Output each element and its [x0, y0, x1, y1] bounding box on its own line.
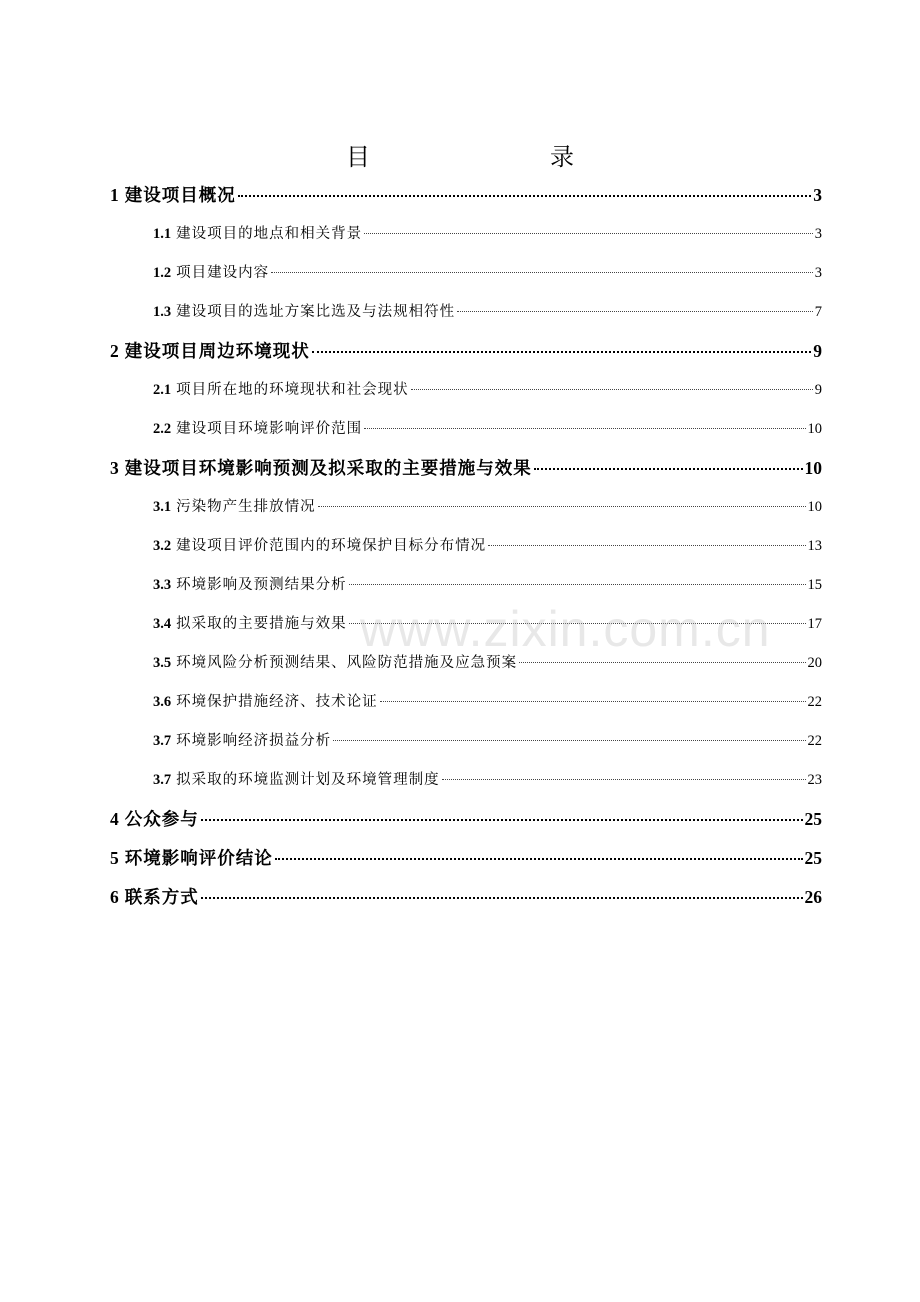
toc-entry-page: 3 [814, 226, 822, 242]
toc-entry-number: 2 [110, 341, 119, 361]
toc-entry-page: 9 [813, 341, 822, 361]
toc-entry-number: 3.5 [153, 655, 172, 671]
toc-entry-title: 建设项目环境影响评价范围 [176, 421, 363, 437]
toc-entry-title: 建设项目评价范围内的环境保护目标分布情况 [176, 538, 487, 554]
toc-entry-number: 3.7 [153, 772, 172, 788]
toc-entry-number: 3.1 [153, 499, 172, 515]
toc-entry-page: 13 [807, 538, 822, 554]
toc-entry-title: 拟采取的环境监测计划及环境管理制度 [176, 772, 440, 788]
toc-dot-leader [333, 736, 805, 741]
toc-entry-title: 建设项目概况 [124, 186, 236, 206]
toc-entry-title: 公众参与 [124, 810, 199, 830]
toc-entry-page: 17 [807, 616, 822, 632]
toc-entry-number: 1.3 [153, 304, 172, 320]
toc-entry-number: 3.6 [153, 694, 172, 710]
toc-entry[interactable] [110, 293, 822, 332]
toc-dot-leader [364, 424, 805, 429]
toc-entry-page: 10 [807, 499, 822, 515]
page-title: 目 录 [346, 143, 618, 171]
toc-entry-number: 1 [110, 185, 119, 205]
toc-dot-leader [380, 697, 806, 702]
toc-dot-leader [442, 775, 806, 780]
toc-entry-page: 22 [807, 694, 822, 710]
toc-entry-number: 1.1 [153, 226, 172, 242]
toc-entry[interactable] [110, 449, 822, 488]
toc-entry-title: 项目建设内容 [176, 265, 270, 281]
toc-entry[interactable] [110, 566, 822, 605]
toc-entry-title: 污染物产生排放情况 [176, 499, 316, 515]
toc-dot-leader [411, 385, 813, 390]
toc-entry-page: 23 [807, 772, 822, 788]
toc-entry[interactable] [110, 644, 822, 683]
toc-entry-number: 2.1 [153, 382, 172, 398]
toc-entry[interactable] [110, 800, 822, 839]
toc-dot-leader [271, 268, 813, 273]
toc-entry-page: 15 [807, 577, 822, 593]
toc-dot-leader [488, 541, 805, 546]
toc-entry[interactable] [110, 683, 822, 722]
toc-dot-leader [201, 815, 803, 821]
toc-dot-leader [349, 619, 806, 624]
toc-entry-number: 6 [110, 887, 119, 907]
toc-entry-title: 环境影响及预测结果分析 [176, 577, 347, 593]
toc-dot-leader [275, 854, 803, 860]
toc-entry-page: 20 [807, 655, 822, 671]
toc-entry-title: 环境风险分析预测结果、风险防范措施及应急预案 [176, 655, 518, 671]
toc-entry-page: 3 [814, 265, 822, 281]
toc-entry-title: 项目所在地的环境现状和社会现状 [176, 382, 409, 398]
toc-dot-leader [238, 191, 812, 197]
toc-entry[interactable] [110, 761, 822, 800]
toc-entry-title: 环境影响评价结论 [124, 849, 273, 869]
toc-entry[interactable] [110, 839, 822, 878]
table-of-contents [110, 176, 822, 917]
toc-entry[interactable] [110, 722, 822, 761]
toc-entry-title: 联系方式 [124, 888, 199, 908]
toc-entry[interactable] [110, 371, 822, 410]
toc-dot-leader [519, 658, 805, 663]
toc-entry-number: 4 [110, 809, 119, 829]
toc-dot-leader [457, 307, 813, 312]
toc-entry-title: 建设项目的选址方案比选及与法规相符性 [176, 304, 456, 320]
toc-entry[interactable] [110, 176, 822, 215]
toc-entry-title: 拟采取的主要措施与效果 [176, 616, 347, 632]
toc-entry-number: 5 [110, 848, 119, 868]
toc-entry[interactable] [110, 878, 822, 917]
toc-entry[interactable] [110, 215, 822, 254]
toc-entry[interactable] [110, 527, 822, 566]
toc-entry-title: 建设项目的地点和相关背景 [176, 226, 363, 242]
toc-entry[interactable] [110, 410, 822, 449]
toc-entry-page: 9 [814, 382, 822, 398]
toc-entry-title: 建设项目周边环境现状 [124, 342, 310, 362]
toc-entry-page: 7 [814, 304, 822, 320]
toc-entry[interactable] [110, 254, 822, 293]
toc-entry[interactable] [110, 332, 822, 371]
toc-entry-number: 1.2 [153, 265, 172, 281]
toc-dot-leader [318, 502, 806, 507]
toc-entry-title: 环境影响经济损益分析 [176, 733, 332, 749]
toc-dot-leader [201, 893, 803, 899]
toc-entry-title: 建设项目环境影响预测及拟采取的主要措施与效果 [124, 459, 532, 479]
toc-entry-page: 25 [804, 848, 822, 868]
toc-entry-page: 25 [804, 809, 822, 829]
toc-entry-number: 2.2 [153, 421, 172, 437]
toc-entry-number: 3.3 [153, 577, 172, 593]
toc-dot-leader [534, 464, 803, 470]
toc-entry-number: 3.4 [153, 616, 172, 632]
toc-entry-number: 3.7 [153, 733, 172, 749]
toc-entry-title: 环境保护措施经济、技术论证 [176, 694, 378, 710]
toc-dot-leader [364, 229, 813, 234]
toc-entry-page: 10 [807, 421, 822, 437]
toc-dot-leader [312, 347, 812, 353]
toc-entry[interactable] [110, 488, 822, 527]
toc-entry-number: 3 [110, 458, 119, 478]
toc-entry-page: 3 [813, 185, 822, 205]
watermark: www.zixin.com.cn [360, 601, 771, 657]
toc-entry-number: 3.2 [153, 538, 172, 554]
toc-entry[interactable] [110, 605, 822, 644]
toc-entry-page: 22 [807, 733, 822, 749]
toc-dot-leader [349, 580, 806, 585]
toc-entry-page: 26 [804, 887, 822, 907]
toc-entry-page: 10 [804, 458, 822, 478]
